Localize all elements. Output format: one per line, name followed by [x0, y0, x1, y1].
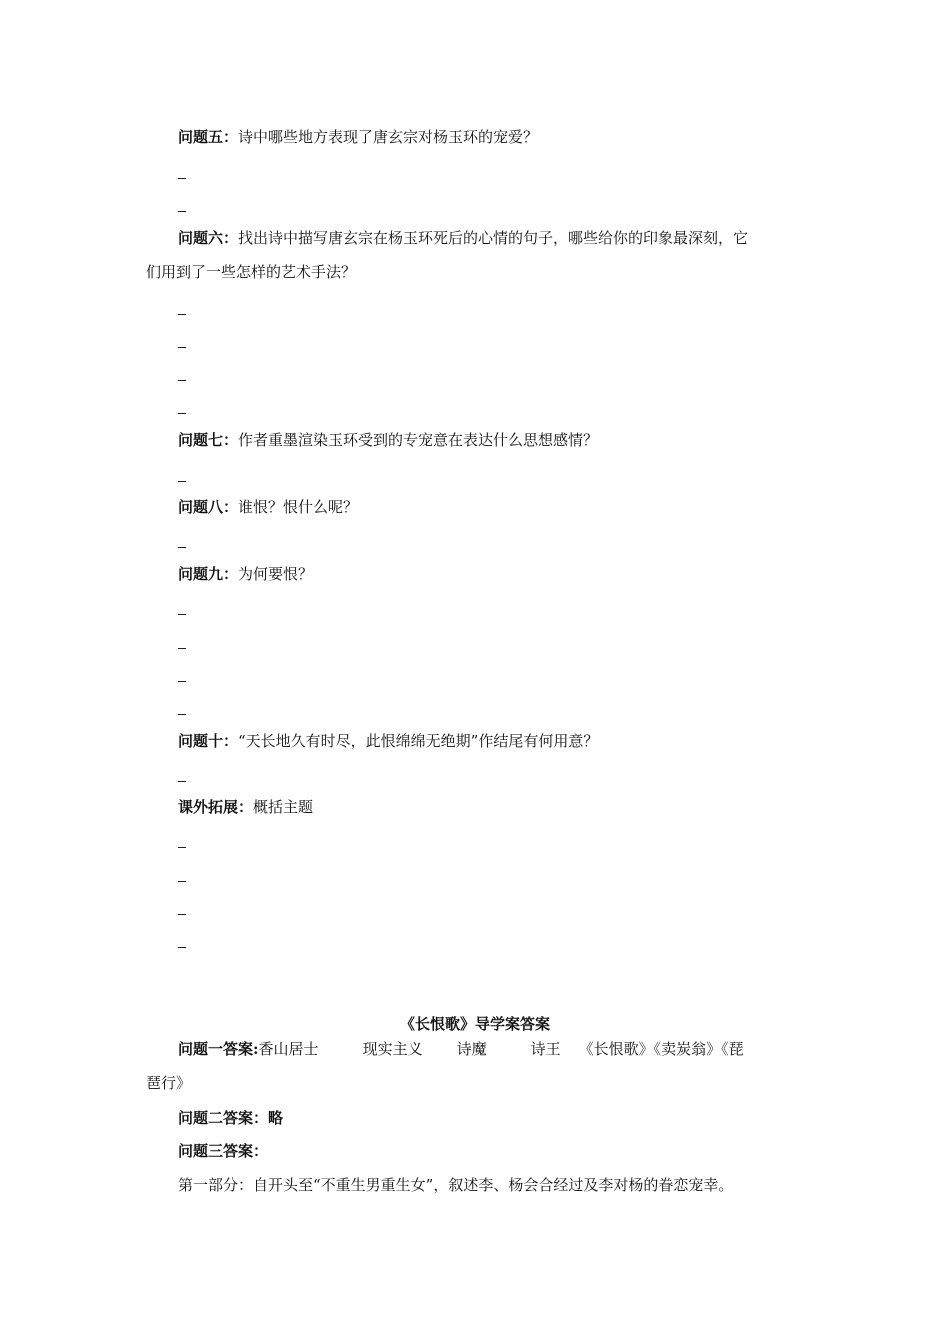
extension-text: 概括主题	[253, 798, 314, 816]
question-6-label: 问题六：	[178, 229, 239, 247]
answer-blank[interactable]	[178, 211, 186, 212]
answer-blank[interactable]	[178, 781, 186, 782]
answer-blank[interactable]	[178, 914, 186, 915]
answer-blank[interactable]	[178, 648, 186, 649]
answer-blank[interactable]	[178, 178, 186, 179]
answer-1-item: 香山居士	[258, 1040, 319, 1058]
answer-3-label: 问题三答案：	[178, 1142, 269, 1160]
question-7	[178, 430, 598, 450]
question-6-continuation: 们用到了一些怎样的艺术手法？	[146, 263, 357, 281]
answer-blank[interactable]	[178, 314, 186, 315]
question-5-text: 诗中哪些地方表现了唐玄宗对杨玉环的宠爱？	[238, 128, 539, 146]
question-8-label: 问题八：	[178, 498, 239, 516]
answer-1-item: 现实主义	[362, 1040, 423, 1058]
question-9	[178, 564, 313, 584]
question-6-text: 找出诗中描写唐玄宗在杨玉环死后的心情的句子，哪些给你的印象最深刻，它	[238, 229, 749, 247]
answer-1-label: 问题一答案:	[178, 1040, 259, 1058]
question-8-text: 谁恨？恨什么呢？	[238, 498, 359, 516]
answer-blank[interactable]	[178, 947, 186, 948]
question-10-text: “天长地久有时尽，此恨绵绵无绝期”作结尾有何用意？	[238, 732, 599, 750]
answer-1-item: 诗王	[530, 1040, 561, 1058]
answer-1-item: 《长恨歌》《卖炭翁》《琵	[578, 1040, 744, 1058]
question-10	[178, 731, 598, 751]
question-5	[178, 127, 538, 147]
question-10-label: 问题十：	[178, 732, 239, 750]
question-6	[178, 228, 748, 248]
answer-3-part-1: 第一部分：自开头至“不重生男重生女”，叙述李、杨会合经过及李对杨的眷恋宠幸。	[178, 1176, 734, 1194]
question-5-label: 问题五：	[178, 128, 239, 146]
answer-blank[interactable]	[178, 481, 186, 482]
extension-task	[178, 797, 313, 817]
answer-1-item: 诗魔	[456, 1040, 487, 1058]
answers-title: 《长恨歌》导学案答案	[399, 1015, 550, 1033]
answer-blank[interactable]	[178, 413, 186, 414]
answer-blank[interactable]	[178, 347, 186, 348]
answer-1-continuation: 琶行》	[146, 1074, 192, 1092]
question-8	[178, 497, 358, 517]
question-9-label: 问题九：	[178, 565, 239, 583]
answer-blank[interactable]	[178, 547, 186, 548]
answer-blank[interactable]	[178, 380, 186, 381]
question-7-text: 作者重墨渲染玉环受到的专宠意在表达什么思想感情？	[238, 431, 599, 449]
answer-3	[178, 1141, 268, 1161]
answer-blank[interactable]	[178, 847, 186, 848]
answer-blank[interactable]	[178, 614, 186, 615]
extension-label: 课外拓展：	[178, 798, 254, 816]
answer-2-text: 略	[268, 1109, 284, 1127]
answer-blank[interactable]	[178, 681, 186, 682]
question-9-text: 为何要恨？	[238, 565, 314, 583]
answer-2	[178, 1108, 283, 1128]
question-7-label: 问题七：	[178, 431, 239, 449]
answer-2-label: 问题二答案：	[178, 1109, 269, 1127]
answer-blank[interactable]	[178, 714, 186, 715]
answer-blank[interactable]	[178, 881, 186, 882]
answer-1	[178, 1039, 744, 1059]
